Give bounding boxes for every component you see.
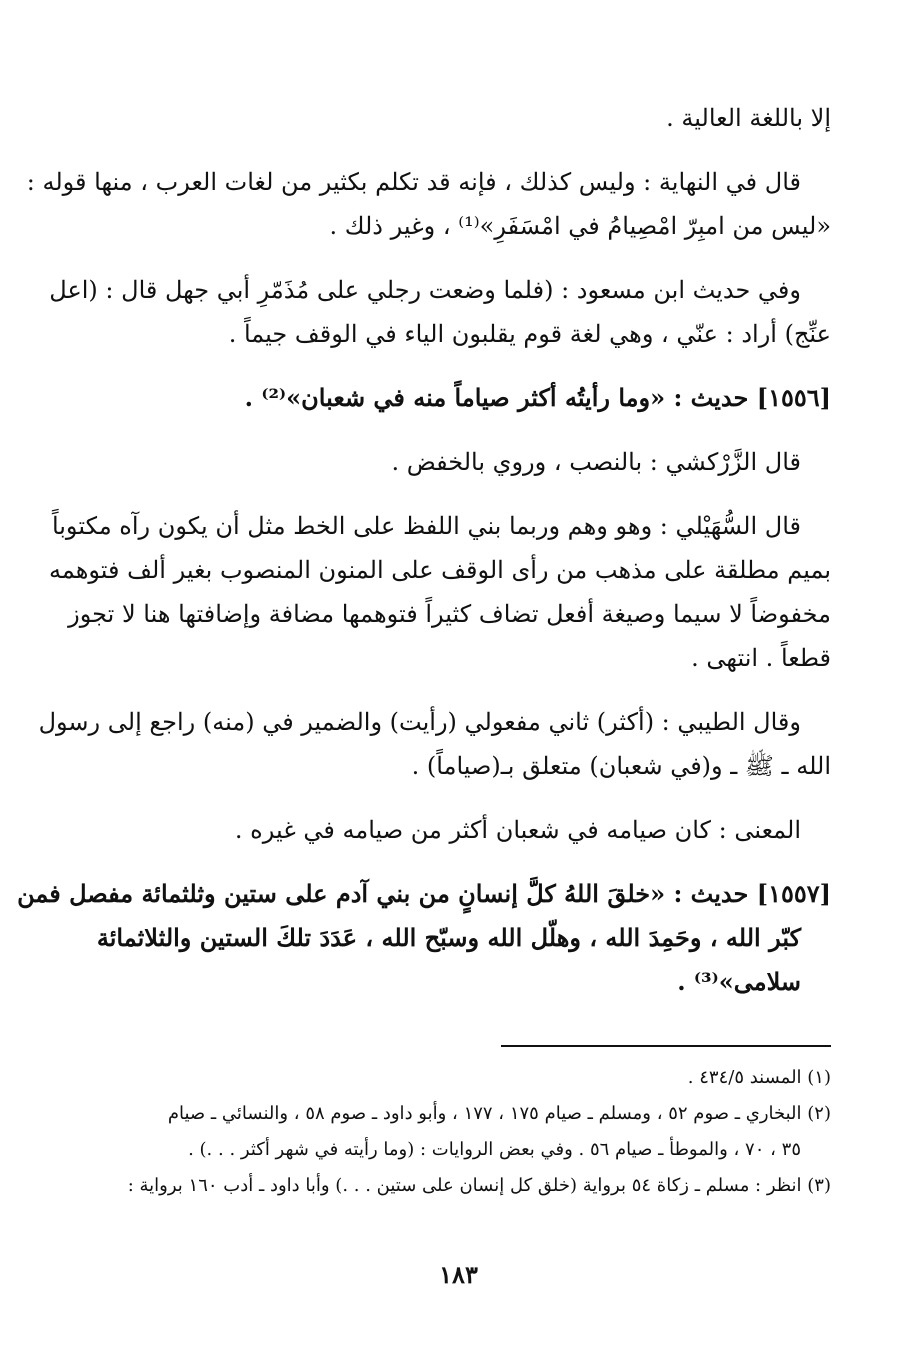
text-line: بميم مطلقة على مذهب من رأى الوقف على المنون المنصوب بغير ألف فتوهمه [49, 556, 831, 584]
text-line: الله ـ ﷺ ـ و(في شعبان) متعلق بـ(صياماً) . [411, 752, 831, 780]
paragraph-ibn-masud [49, 268, 831, 356]
hadith-heading: [١٥٥٧] حديث : «خلقَ اللهُ كلَّ إنسانٍ من بني آدم على ستين وثلثمائة مفصل فمن [17, 879, 831, 908]
text-line: قطعاً . انتهى . [691, 644, 831, 672]
text-line: إلا باللغة العالية . [666, 104, 831, 132]
text-line: كبّر الله ، وحَمِدَ الله ، وهلّل الله وسبّح الله ، عَدَدَ تلكَ الستين والثلاثمائة [96, 923, 801, 952]
text-line: مخفوضاً لا سيما وصيغة أفعل تضاف كثيراً فتوهمها مضافة وإضافتها هنا لا تجوز [68, 600, 831, 628]
footnotes [112, 1060, 831, 1204]
text-line: وقال الطيبي : (أكثر) ثاني مفعولي (رأيت) والضمير في (منه) راجع إلى رسول [38, 708, 801, 736]
paragraph-continuation [112, 96, 831, 140]
text-line: المعنى : كان صيامه في شعبان أكثر من صيامه في غيره . [234, 816, 801, 844]
text-line: وفي حديث ابن مسعود : (فلما وضعت رجلي على مُذَمّرِ أبي جهل قال : (اعل [49, 276, 801, 304]
footnote-divider [501, 1045, 831, 1047]
footnote-2-continued: ٣٥ ، ٧٠ ، والموطأ ـ صيام ٥٦ . وفي بعض الروايات : (وما رأيته في شهر أكثر . . .) . [188, 1139, 801, 1160]
page-number: ١٨٣ [439, 1260, 478, 1289]
text-line: قال السُّهَيْلي : وهو وهم وربما بني اللفظ على الخط مثل أن يكون رآه مكتوباً [51, 512, 801, 540]
text-line: قال في النهاية : وليس كذلك ، فإنه قد تكلم بكثير من لغات العرب ، منها قوله : [26, 168, 801, 196]
paragraph-nihaya [26, 160, 831, 248]
hadith-1557 [17, 872, 831, 1004]
footnote-3: (٣) انظر : مسلم ـ زكاة ٥٤ برواية (خلق كل إنسان على ستين . . .) وأبا داود ـ أدب ١٦٠ برواية : [127, 1175, 831, 1196]
hadith-heading: [١٥٥٦] حديث : «وما رأيتُه أكثر صياماً منه في شعبان»⁽²⁾ . [244, 383, 831, 412]
paragraph-suhayli [49, 504, 831, 680]
text-line: «ليس من امبِرّ امْصِيامُ في امْسَفَرِ»⁽¹⁾ ، وغير ذلك . [329, 212, 831, 240]
hadith-1556 [112, 376, 831, 420]
paragraph-meaning [112, 808, 831, 852]
text-line: قال الزَّرْكشي : بالنصب ، وروي بالخفض . [391, 448, 801, 476]
text-line: عنِّج) أراد : عنّي ، وهي لغة قوم يقلبون الياء في الوقف جيماً . [228, 320, 831, 348]
paragraph-tibi [38, 700, 831, 788]
footnote-1: (١) المسند ٤٣٤/٥ . [687, 1067, 831, 1088]
text-line: سلامى»⁽³⁾ . [677, 967, 801, 996]
footnote-2: (٢) البخاري ـ صوم ٥٢ ، ومسلم ـ صيام ١٧٥ ، ١٧٧ ، وأبو داود ـ صوم ٥٨ ، والنسائي ـ صيام [167, 1103, 831, 1124]
paragraph-zarkashi [112, 440, 831, 484]
